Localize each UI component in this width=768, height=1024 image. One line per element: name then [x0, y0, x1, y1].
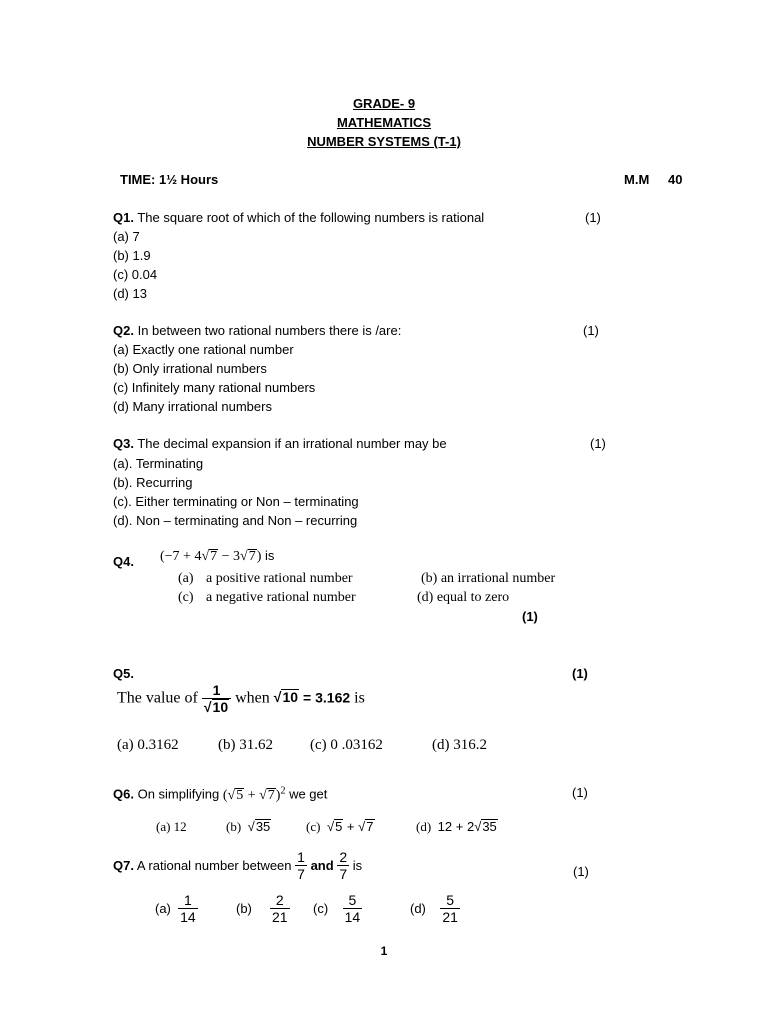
q5-root: √10 [273, 689, 299, 706]
q1-option-b: (b) 1.9 [113, 248, 151, 263]
max-marks-value: 40 [668, 172, 683, 187]
q7-option-a: (a) $\frac{1}{14}$ [155, 892, 196, 926]
q2-marks: (1) [583, 323, 599, 338]
q2-text: In between two rational numbers there is /are: [133, 323, 402, 338]
q4-number: Q4. [113, 554, 134, 569]
q3-option-c: (c). Either terminating or Non – terminating [113, 494, 359, 509]
q4-option-a: a positive rational number [206, 571, 353, 586]
q5-fraction [202, 682, 231, 715]
q7-fraction-2: $\frac{2}{7}$ [339, 849, 348, 883]
q7-is: is [352, 858, 363, 874]
q7-option-c: (c) $\frac{5}{14}$ [313, 892, 361, 926]
q6-expression: $(√5 + √7)^2$ [222, 785, 286, 803]
q3-text: The decimal expansion if an irrational number may be [133, 436, 447, 451]
q5-option-a: (a) 0.3162 [117, 737, 179, 753]
topic-heading: NUMBER SYSTEMS (T-1) [307, 134, 461, 149]
q4-option-c: a negative rational number [206, 590, 356, 605]
q5-option-c: (c) 0 .03162 [310, 737, 383, 753]
q3-option-d: (d). Non – terminating and Non – recurring [113, 513, 358, 528]
q3-option-a: (a). Terminating [113, 456, 204, 471]
q5-is: is [354, 689, 365, 707]
q2-number: Q2. [113, 323, 134, 338]
q6-question [113, 785, 327, 804]
q5-number: Q5. [113, 666, 134, 681]
q5-option-b: (b) 31.62 [218, 737, 273, 753]
q2-question [113, 323, 401, 338]
q3-option-b: (b). Recurring [113, 475, 193, 490]
grade-heading: GRADE- 9 [352, 96, 416, 111]
q4-option-b: (b) an irrational number [421, 571, 556, 586]
page-number: 1 [380, 944, 388, 958]
q5-text-pre: The value of [117, 689, 198, 707]
q1-question [113, 210, 484, 225]
q4-root1: √7 [201, 549, 218, 564]
q4-option-c-label: (c) [178, 590, 194, 605]
q7-question [113, 849, 362, 882]
q7-and: and [310, 858, 334, 874]
q5-statement [117, 682, 365, 715]
max-marks-label: M.M [624, 172, 650, 187]
q5-fraction-denominator: √10 [203, 699, 229, 716]
q5-option-d: (d) 316.2 [432, 737, 487, 753]
q4-option-a-label: (a) [178, 571, 194, 586]
q1-marks: (1) [585, 210, 601, 225]
q4-expr-open: (−7 + 4 [160, 549, 202, 564]
q7-number: Q7. [113, 858, 134, 874]
q5-marks: (1) [572, 666, 588, 681]
q6-option-d: (d) 12 + 2√35 [416, 819, 497, 834]
q6-marks: (1) [572, 785, 588, 800]
q4-option-d: (d) equal to zero [417, 590, 510, 605]
q5-fraction-numerator: 1 [202, 682, 231, 699]
q7-option-b: (b) $\frac{2}{21}$ [236, 892, 288, 926]
q6-text: On simplifying [133, 786, 220, 802]
q4-expr-mid: − 3 [218, 549, 241, 564]
q7-marks: (1) [573, 864, 589, 879]
q3-marks: (1) [590, 436, 606, 451]
q5-equals: = 3.162 [303, 689, 351, 706]
q7-text: A rational number between [133, 858, 292, 874]
q1-option-d: (d) 13 [113, 286, 147, 301]
q6-option-b: (b) √35 [226, 819, 271, 834]
q4-marks: (1) [522, 609, 538, 624]
q6-option-a: (a) 12 [156, 819, 187, 834]
q4-expression [160, 548, 274, 565]
q2-option-c: (c) Infinitely many rational numbers [113, 380, 316, 395]
q6-option-c: (c) √5 + √7 [306, 819, 374, 834]
q6-power: 2 [280, 785, 286, 796]
q6-tail: we get [285, 786, 328, 802]
q4-expr-close: ) [256, 549, 262, 564]
q2-option-b: (b) Only irrational numbers [113, 361, 267, 376]
q3-question [113, 436, 447, 451]
time-label: TIME: 1½ Hours [120, 172, 219, 187]
q7-fraction-1: $\frac{1}{7}$ [297, 849, 305, 883]
q6-number: Q6. [113, 786, 134, 802]
q4-root2: √7 [240, 549, 256, 564]
q2-option-d: (d) Many irrational numbers [113, 399, 272, 414]
subject-heading: MATHEMATICS [336, 115, 432, 130]
q3-number: Q3. [113, 436, 134, 451]
q1-option-c: (c) 0.04 [113, 267, 158, 282]
q5-text-when: when [235, 689, 270, 707]
q1-text: The square root of which of the following numbers is rational [133, 210, 485, 225]
q2-option-a: (a) Exactly one rational number [113, 342, 294, 357]
q1-number: Q1. [113, 210, 134, 225]
q4-is: is [261, 548, 275, 563]
q7-option-d: (d) $\frac{5}{21}$ [410, 892, 458, 926]
q1-option-a: (a) 7 [113, 229, 140, 244]
